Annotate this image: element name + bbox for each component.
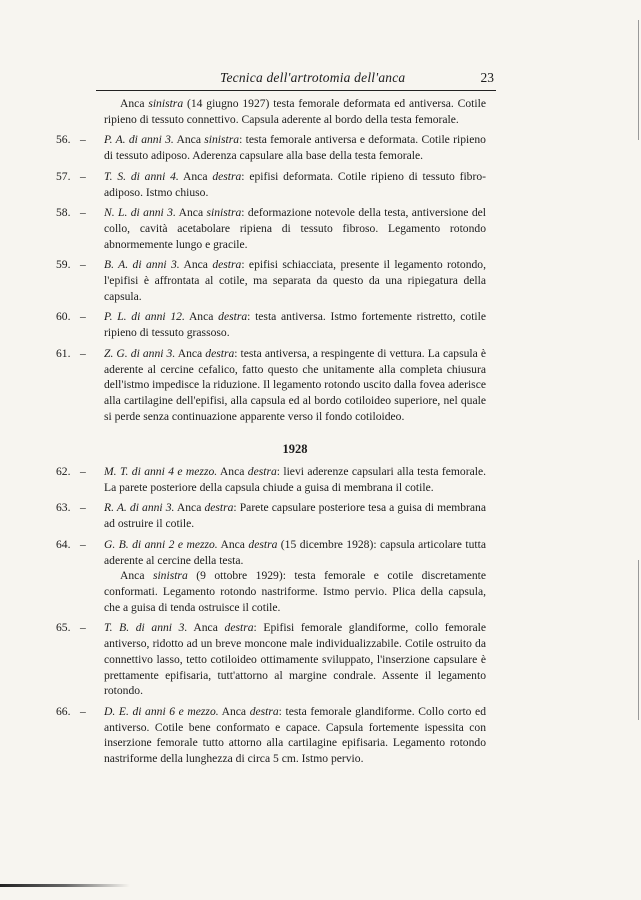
case-entry <box>56 464 486 495</box>
case-entry <box>56 309 486 340</box>
continuation-text: (14 giugno 1927) testa femorale deformata ed antiversa. Cotile ripieno di tessuto connettivo. Capsula aderente al bordo della testa femorale. <box>104 97 486 126</box>
case-anca: Anca <box>178 206 204 220</box>
case-sub-paragraph <box>104 568 486 615</box>
case-dash: – <box>80 465 86 479</box>
case-text: : Parete capsulare posteriore tesa a guisa di membrana ad ostruire il cotile. <box>104 501 486 531</box>
scan-edge-mark <box>638 560 639 720</box>
text-body <box>56 96 486 767</box>
case-patient: G. B. di anni 2 e mezzo. <box>104 537 218 551</box>
case-number: 62. <box>56 465 71 479</box>
case-dash: – <box>80 621 86 635</box>
case-anca: Anca <box>219 465 245 479</box>
case-anca: Anca <box>177 346 203 360</box>
case-anca: Anca <box>183 258 208 272</box>
case-dash: – <box>80 310 86 324</box>
case-patient: R. A. di anni 3. <box>104 501 175 515</box>
case-number: 64. <box>56 537 71 551</box>
case-entry <box>56 257 486 304</box>
case-patient: P. A. di anni 3. <box>104 133 174 147</box>
case-text: (15 dicembre 1928): capsula articolare tutta aderente al cercine della testa. <box>104 537 486 567</box>
case-side: destra <box>212 258 242 272</box>
case-anca: Anca <box>176 501 202 515</box>
case-number: 63. <box>56 501 71 515</box>
case-dash: – <box>80 704 86 718</box>
continuation-label: Anca <box>120 97 145 110</box>
case-dash: – <box>80 346 86 360</box>
case-dash: – <box>80 169 86 183</box>
case-text: : testa antiversa, a respingente di vettura. La capsula è aderente al cercine cefalico, fatto questo che unitamente alla completa chiusura dell'istmo impedisce la riduzione. Il legamento rotondo uscito dalla fovea aderisce alla cartilagine dell'epifisi, alla capsula ed al bordo cotiloideo superiore, nel quale si perde senza continuazione apparente verso il fondo cotiloideo. <box>104 346 486 423</box>
case-side: destra <box>204 501 234 515</box>
case-text: : lievi aderenze capsulari alla testa femorale. La parete posteriore della capsula chiude a guisa di membrana il cotile. <box>104 465 486 494</box>
case-text: : testa femorale glandiforme. Collo corto ed antiverso. Cotile bene conformato e capace. Capsula fortemente ispessita con inserzione femorale tutto attorno alla cartilagine epifisaria. Legamento rotondo nastriforme della lunghezza di circa 5 cm. Istmo pervio. <box>104 704 487 766</box>
case-side: destra <box>247 465 277 479</box>
case-anca: Anca <box>221 704 247 718</box>
case-patient: T. B. di anni 3. <box>104 621 188 635</box>
case-anca: Anca <box>220 537 245 551</box>
case-entry <box>56 620 486 699</box>
case-patient: P. L. di anni 12. <box>104 310 185 324</box>
case-entry <box>56 132 486 163</box>
case-number: 66. <box>56 704 71 718</box>
case-dash: – <box>80 133 86 147</box>
continuation-paragraph <box>56 96 486 127</box>
case-number: 58. <box>56 206 71 220</box>
case-side: destra <box>212 169 242 183</box>
case-dash: – <box>80 206 86 220</box>
case-text: : deformazione notevole della testa, antiversione del collo, cavità acetabolare ripiena di tessuto fibroso. Legamento rotondo abnormemente lungo e gracile. <box>104 206 486 251</box>
case-number: 57. <box>56 169 71 183</box>
case-number: 60. <box>56 310 71 324</box>
case-patient: N. L. di anni 3. <box>104 206 176 220</box>
case-entry <box>56 704 486 767</box>
running-title: Tecnica dell'artrotomia dell'anca <box>220 70 406 85</box>
case-entry <box>56 205 486 252</box>
case-side: destra <box>224 621 254 635</box>
case-text: : Epifisi femorale glandiforme, collo femorale antiverso, ridotto ad un breve moncone male individualizzabile. Cotile ostruito da connettivo lasso, tetto cotiloideo ottimamente sviluppato, l'inserzione capsulare è prettamente epifisaria, tutt'attorno al margine condrale. Assente il legamento rotondo. <box>104 621 486 698</box>
continuation-side: sinistra <box>148 97 184 110</box>
case-dash: – <box>80 258 86 272</box>
case-side: destra <box>248 537 278 551</box>
case-patient: D. E. di anni 6 e mezzo. <box>104 704 219 718</box>
case-sub-label: Anca <box>120 569 145 583</box>
case-text: : testa antiversa. Istmo fortemente ristretto, cotile ripieno di tessuto grassoso. <box>104 310 486 340</box>
case-anca: Anca <box>188 310 214 324</box>
case-anca: Anca <box>176 133 201 147</box>
scan-edge-mark <box>638 20 639 140</box>
case-anca: Anca <box>193 621 218 635</box>
case-text: : epifisi schiacciata, presente il legamento rotondo, l'epifisi è affrontata al cotile, ma separata da questo da una ripiegatura della capsula. <box>104 258 486 303</box>
case-side: destra <box>249 704 279 718</box>
case-text: : testa femorale antiversa e deformata. Cotile ripieno di tessuto adiposo. Aderenza capsulare alla base della testa femorale. <box>104 133 486 163</box>
case-number: 61. <box>56 346 71 360</box>
case-side: sinistra <box>206 206 242 220</box>
case-sub-text: (9 ottobre 1929): testa femorale e cotile discretamente conformati. Legamento rotondo nastriforme. Istmo pervio. Plica della capsula, che a guisa di tenda ostruisce il cotile. <box>104 569 487 614</box>
case-dash: – <box>80 537 86 551</box>
case-entry <box>56 500 486 531</box>
case-patient: M. T. di anni 4 e mezzo. <box>104 465 218 479</box>
case-entry <box>56 346 486 425</box>
case-side: destra <box>218 310 248 324</box>
case-side: destra <box>205 346 235 360</box>
page-number: 23 <box>480 70 494 85</box>
case-patient: Z. G. di anni 3. <box>104 346 176 360</box>
scan-artifact-line <box>0 884 130 887</box>
case-number: 65. <box>56 621 71 635</box>
case-sub-side: sinistra <box>152 569 188 583</box>
case-text: : epifisi deformata. Cotile ripieno di tessuto fibro-adiposo. Istmo chiuso. <box>104 169 486 199</box>
case-dash: – <box>80 501 86 515</box>
case-number: 56. <box>56 133 71 147</box>
case-entry <box>56 537 486 616</box>
case-number: 59. <box>56 258 71 272</box>
case-entry <box>56 169 486 200</box>
case-anca: Anca <box>183 169 208 183</box>
case-patient: T. S. di anni 4. <box>104 169 179 183</box>
case-patient: B. A. di anni 3. <box>104 258 180 272</box>
running-header <box>96 68 496 91</box>
year-heading: 1928 <box>282 442 308 457</box>
case-side: sinistra <box>204 133 240 147</box>
